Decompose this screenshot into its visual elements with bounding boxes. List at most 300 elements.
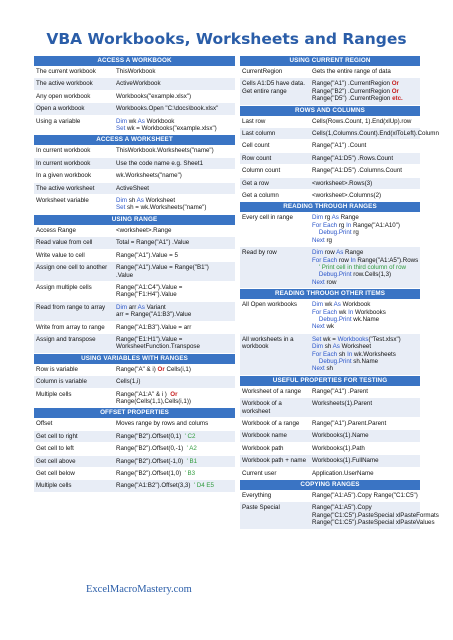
code-token: Use the code name e.g. Sheet1 bbox=[116, 159, 204, 167]
code-token: Dim bbox=[312, 214, 323, 222]
section-access-a-workbook bbox=[34, 56, 235, 135]
code-line bbox=[312, 309, 418, 316]
code-token: wk = bbox=[321, 335, 338, 343]
table-row bbox=[240, 334, 420, 376]
code-token: Range("A1").Parent.Parent bbox=[312, 420, 387, 427]
code-line bbox=[312, 432, 418, 439]
row-label: Get a row bbox=[242, 179, 269, 187]
code-line bbox=[116, 118, 233, 125]
row-code bbox=[114, 334, 235, 353]
code-line bbox=[312, 192, 418, 199]
section-reading-through-other-items bbox=[240, 289, 420, 376]
code-token: As bbox=[136, 197, 144, 205]
code-line bbox=[312, 180, 418, 187]
section-reading-through-ranges bbox=[240, 202, 420, 289]
row-label: Get cell to right bbox=[36, 432, 78, 440]
code-token: Set bbox=[116, 204, 126, 212]
code-token: Workbooks(1).Path bbox=[312, 444, 365, 452]
code-line bbox=[116, 470, 233, 477]
code-line bbox=[116, 445, 233, 452]
table-row bbox=[34, 431, 235, 443]
footer-link[interactable]: ExcelMacroMastery.com bbox=[86, 584, 192, 595]
row-code bbox=[310, 153, 420, 164]
row-code bbox=[114, 103, 235, 114]
table-row bbox=[34, 145, 235, 157]
code-line bbox=[312, 155, 418, 162]
row-code bbox=[310, 502, 441, 528]
table-row bbox=[34, 158, 235, 170]
row-code bbox=[114, 225, 235, 236]
code-token: As bbox=[333, 301, 341, 309]
row-code bbox=[114, 66, 235, 77]
code-token: Or bbox=[157, 365, 165, 373]
code-token: rg bbox=[351, 229, 359, 237]
row-label: Worksheet variable bbox=[36, 197, 89, 205]
row-label: In current workbook bbox=[36, 159, 91, 167]
row-label: Workbook of a range bbox=[242, 420, 300, 427]
table-row bbox=[34, 443, 235, 455]
section-header: COPYING RANGES bbox=[240, 480, 420, 490]
code-line bbox=[312, 249, 418, 256]
table-row bbox=[240, 398, 420, 418]
table-row bbox=[34, 322, 235, 334]
code-token: wk bbox=[323, 301, 334, 309]
code-token: Range("A1") .CurrentRegion bbox=[312, 80, 392, 88]
row-code bbox=[310, 116, 420, 127]
row-code bbox=[114, 250, 235, 261]
row-label: The active workbook bbox=[36, 80, 93, 88]
code-token: Range("B2") .CurrentRegion bbox=[312, 87, 392, 95]
code-token: WorksheetFunction.Transpose bbox=[116, 343, 200, 351]
code-token: Range("A1:A5").Copy Range("C1:C5") bbox=[312, 492, 418, 500]
section-header: ACCESS A WORKSHEET bbox=[34, 135, 235, 145]
code-token: Workbooks bbox=[337, 335, 369, 343]
row-label: Get a column bbox=[242, 192, 279, 200]
row-label: Read value from cell bbox=[36, 239, 93, 247]
code-token: Range(Cells(1,1),Cells(i,1)) bbox=[116, 397, 191, 405]
table-row bbox=[240, 386, 420, 398]
code-token: As bbox=[331, 214, 339, 222]
row-code bbox=[114, 91, 235, 102]
code-token: rg bbox=[324, 236, 332, 244]
code-token: Next bbox=[312, 236, 325, 244]
code-token: row.Cells(1,3) bbox=[351, 271, 392, 279]
row-code bbox=[310, 190, 420, 201]
table-row bbox=[34, 302, 235, 322]
code-line bbox=[312, 400, 418, 407]
code-line bbox=[312, 492, 418, 499]
code-token: Range("A1:A10") bbox=[351, 221, 400, 229]
row-code bbox=[114, 183, 235, 194]
code-token: Range bbox=[338, 214, 359, 222]
code-token: Dim bbox=[312, 343, 323, 351]
code-line bbox=[312, 519, 439, 526]
code-token: ' D4 E5 bbox=[193, 482, 214, 490]
code-token: row bbox=[337, 256, 351, 264]
code-line bbox=[312, 420, 418, 427]
code-token: Next bbox=[312, 278, 325, 286]
code-token: Range("A1:D5") .Columns.Count bbox=[312, 167, 403, 175]
code-token: For Each bbox=[312, 308, 338, 316]
row-label: Offset bbox=[36, 420, 53, 428]
code-token: sh bbox=[337, 350, 348, 358]
code-token: Dim bbox=[312, 301, 323, 309]
code-token: ' C2 bbox=[184, 432, 196, 440]
code-token: ' B3 bbox=[184, 470, 196, 477]
code-line bbox=[312, 343, 418, 350]
code-token: Cells(Rows.Count, 1).End(xlUp).row bbox=[312, 117, 412, 125]
code-line bbox=[116, 147, 233, 154]
table-row bbox=[34, 262, 235, 282]
row-label: Workbook name bbox=[242, 432, 287, 440]
code-token: Range("A1:B3").Value = arr bbox=[116, 323, 192, 331]
section-offset-properties bbox=[34, 408, 235, 492]
code-token: wk.Worksheets bbox=[352, 350, 396, 358]
code-token: Worksheets(1).Parent bbox=[312, 400, 373, 408]
code-token: Total = Range("A1") .Value bbox=[116, 239, 190, 247]
code-token: As bbox=[137, 117, 145, 125]
row-label: Assign multiple cells bbox=[36, 283, 92, 291]
row-label: Get cell to left bbox=[36, 445, 74, 453]
row-code bbox=[310, 443, 420, 454]
code-line bbox=[312, 470, 418, 477]
row-code bbox=[310, 165, 420, 176]
code-line bbox=[312, 336, 418, 343]
table-row bbox=[34, 78, 235, 90]
code-token: In bbox=[347, 350, 353, 358]
table-row bbox=[240, 116, 420, 128]
code-line bbox=[312, 68, 418, 75]
table-row bbox=[34, 116, 235, 136]
row-code bbox=[114, 468, 235, 479]
code-token: Workbook bbox=[144, 117, 175, 125]
code-token: Range("A1:C4").Value = bbox=[116, 283, 183, 291]
code-token: wk = Workbooks("example.xlsx") bbox=[125, 125, 217, 133]
code-line bbox=[116, 343, 233, 350]
code-token: Moves range by rows and colums bbox=[116, 420, 209, 428]
code-token: Range("D5") .CurrentRegion bbox=[312, 95, 393, 103]
code-line bbox=[312, 271, 418, 278]
row-label: Cell count bbox=[242, 142, 270, 150]
code-token: Range("B2").Offset(0,1) bbox=[116, 432, 185, 440]
table-row bbox=[240, 78, 420, 105]
code-line bbox=[312, 504, 439, 511]
code-token: row bbox=[323, 249, 337, 257]
code-token: .Value bbox=[116, 271, 134, 279]
code-token: Range("A1").Value = Range("B1") bbox=[116, 264, 209, 272]
row-code bbox=[114, 302, 235, 321]
code-line bbox=[116, 68, 233, 75]
code-token: Range("E1:H1").Value = bbox=[116, 335, 183, 343]
code-token: Debug.Print bbox=[312, 271, 352, 279]
row-code bbox=[114, 480, 235, 491]
table-row bbox=[240, 490, 420, 502]
row-label: Multiple cells bbox=[36, 482, 72, 490]
code-token: Cells(1,Columns.Count).End(xlToLeft).Column bbox=[312, 130, 439, 138]
code-line bbox=[116, 458, 233, 465]
row-code bbox=[114, 145, 235, 156]
row-code bbox=[310, 247, 420, 288]
row-code bbox=[114, 364, 235, 375]
code-line bbox=[312, 323, 418, 330]
code-line bbox=[312, 118, 418, 125]
code-token: For Each bbox=[312, 350, 338, 358]
table-row bbox=[240, 66, 420, 78]
row-label: Column count bbox=[242, 167, 281, 175]
section-rows bbox=[240, 386, 420, 480]
code-line bbox=[116, 433, 233, 440]
row-label: Read from range to array bbox=[36, 303, 106, 311]
code-line bbox=[312, 351, 418, 358]
row-code bbox=[310, 299, 420, 333]
code-token: Next bbox=[312, 323, 325, 331]
code-token: Range("A1:D5") .Rows.Count bbox=[312, 154, 394, 162]
row-code bbox=[310, 490, 420, 501]
row-code bbox=[114, 322, 235, 333]
code-token: Dim bbox=[116, 303, 127, 311]
code-line bbox=[312, 142, 418, 149]
code-token: Range("A1:A5").Copy bbox=[312, 504, 372, 512]
code-line bbox=[312, 388, 418, 395]
row-code bbox=[114, 158, 235, 169]
section-rows bbox=[34, 225, 235, 354]
code-line bbox=[116, 420, 233, 427]
code-token: sh bbox=[127, 197, 137, 205]
code-line bbox=[312, 167, 418, 174]
row-label: Everything bbox=[242, 492, 272, 500]
row-label: Worksheet of a range bbox=[242, 387, 302, 395]
code-token: Next bbox=[312, 365, 325, 373]
code-token: Or bbox=[170, 390, 178, 398]
section-using-variables-with-ranges bbox=[34, 354, 235, 409]
row-code bbox=[310, 334, 420, 375]
code-line bbox=[312, 214, 418, 221]
row-label: Any open workbook bbox=[36, 92, 91, 100]
table-row bbox=[34, 364, 235, 376]
table-row bbox=[240, 165, 420, 177]
table-row bbox=[240, 153, 420, 165]
code-token: Cells(1,i) bbox=[116, 378, 141, 386]
code-token: ' A2 bbox=[186, 445, 197, 453]
code-token: ActiveSheet bbox=[116, 184, 150, 192]
code-token: Cells(i,1) bbox=[164, 365, 191, 373]
row-code bbox=[310, 140, 420, 151]
row-label: In current workbook bbox=[36, 147, 91, 155]
section-header: READING THROUGH OTHER ITEMS bbox=[240, 289, 420, 299]
code-line bbox=[312, 264, 418, 271]
code-line bbox=[116, 227, 233, 234]
row-code bbox=[114, 262, 235, 281]
code-line bbox=[312, 365, 418, 372]
code-line bbox=[312, 457, 418, 464]
code-token: Workbooks.Open "C:\docs\book.xlsx" bbox=[116, 105, 219, 113]
section-header: ROWS AND COLUMNS bbox=[240, 106, 420, 116]
code-token: Range("A1:A5").Rows bbox=[355, 256, 419, 264]
code-token: row bbox=[324, 278, 337, 286]
page-title: VBA Workbooks, Worksheets and Ranges bbox=[46, 30, 407, 48]
code-line bbox=[116, 93, 233, 100]
row-label: Column is variable bbox=[36, 378, 87, 386]
code-token: As bbox=[332, 343, 340, 351]
code-line bbox=[312, 445, 418, 452]
table-row bbox=[240, 212, 420, 247]
row-label: Access Range bbox=[36, 226, 76, 234]
code-line bbox=[116, 482, 233, 489]
table-row bbox=[34, 334, 235, 354]
code-token: rg bbox=[323, 214, 332, 222]
section-copying-ranges bbox=[240, 480, 439, 530]
section-rows bbox=[34, 66, 235, 135]
code-token: In bbox=[348, 308, 354, 316]
row-label: Last column bbox=[242, 130, 276, 138]
code-token: rg bbox=[337, 221, 347, 229]
code-line bbox=[116, 284, 233, 291]
table-row bbox=[240, 430, 420, 442]
table-row bbox=[34, 282, 235, 302]
row-code bbox=[114, 237, 235, 248]
code-token: Gets the entire range of data bbox=[312, 68, 391, 75]
code-token: Debug.Print bbox=[312, 357, 352, 365]
code-token: wk.Worksheets("name") bbox=[116, 172, 182, 180]
code-token: Range("C1:C5").PasteSpecial xlPasteFormats bbox=[312, 511, 439, 519]
code-line bbox=[312, 229, 418, 236]
table-row bbox=[240, 502, 439, 529]
code-token: Set bbox=[312, 335, 322, 343]
code-token: Range("A1:A" & i ) bbox=[116, 390, 171, 398]
code-line bbox=[116, 398, 233, 405]
row-code bbox=[114, 418, 235, 429]
section-rows bbox=[34, 145, 235, 214]
row-code bbox=[310, 455, 420, 466]
code-token: In bbox=[346, 221, 352, 229]
section-using-current-region bbox=[240, 56, 420, 106]
code-line bbox=[312, 316, 418, 323]
code-line bbox=[312, 88, 418, 95]
row-code bbox=[114, 443, 235, 454]
section-rows bbox=[240, 66, 420, 106]
code-token: As bbox=[137, 303, 145, 311]
table-row bbox=[240, 299, 420, 334]
code-token: Application.UserName bbox=[312, 469, 374, 477]
table-row bbox=[34, 183, 235, 195]
code-token: Debug.Print bbox=[312, 229, 352, 237]
code-token: sh bbox=[323, 343, 333, 351]
table-row bbox=[34, 389, 235, 409]
row-label: Row is variable bbox=[36, 365, 78, 373]
code-token: Workbooks(1).FullName bbox=[312, 457, 379, 465]
code-line bbox=[116, 80, 233, 87]
code-line bbox=[116, 160, 233, 167]
row-code bbox=[310, 418, 420, 429]
code-line bbox=[312, 279, 418, 286]
row-label: Write from array to range bbox=[36, 323, 105, 331]
row-code bbox=[114, 376, 235, 387]
table-row bbox=[34, 376, 235, 388]
code-token: ' Print cell in third column of row bbox=[312, 263, 407, 271]
table-row bbox=[240, 455, 420, 467]
left-column bbox=[34, 56, 235, 493]
section-header: OFFSET PROPERTIES bbox=[34, 408, 235, 418]
code-token: arr = Range("A1:B3").Value bbox=[116, 311, 192, 319]
code-token: wk bbox=[127, 117, 138, 125]
table-row bbox=[240, 443, 420, 455]
code-line bbox=[312, 237, 418, 244]
code-line bbox=[116, 252, 233, 259]
code-token: For Each bbox=[312, 221, 338, 229]
table-row bbox=[34, 468, 235, 480]
code-token: Range("A1:B2").Offset(3,3) bbox=[116, 482, 194, 490]
code-line bbox=[116, 125, 233, 132]
row-label: Cells A1:D5 have data. Get entire range bbox=[242, 80, 305, 95]
section-rows bbox=[34, 364, 235, 409]
row-code bbox=[310, 178, 420, 189]
code-token: sh bbox=[324, 365, 333, 373]
section-rows bbox=[240, 212, 420, 289]
row-label: All Open workbooks bbox=[242, 301, 298, 309]
code-line bbox=[116, 197, 233, 204]
code-token: <worksheet>.Rows(3) bbox=[312, 179, 373, 187]
code-token: Debug.Print bbox=[312, 315, 352, 323]
code-line bbox=[312, 95, 418, 102]
row-code bbox=[114, 195, 235, 214]
section-using-range bbox=[34, 215, 235, 354]
code-line bbox=[116, 366, 233, 373]
code-line bbox=[116, 204, 233, 211]
code-token: Variant bbox=[144, 303, 166, 311]
table-row bbox=[34, 66, 235, 78]
row-label: Every cell in range bbox=[242, 214, 293, 222]
row-label: Multiple cells bbox=[36, 390, 72, 398]
row-label: Paste Special bbox=[242, 504, 280, 512]
code-token: sh = wk.Worksheets("name") bbox=[125, 204, 207, 212]
row-label: Get cell above bbox=[36, 457, 76, 465]
row-label: In a given workbook bbox=[36, 172, 92, 180]
row-code bbox=[310, 430, 420, 441]
row-label: Assign and transpose bbox=[36, 335, 96, 343]
row-label: Row count bbox=[242, 154, 272, 162]
table-row bbox=[240, 128, 439, 140]
section-header: USING VARIABLES WITH RANGES bbox=[34, 354, 235, 364]
row-label: The current workbook bbox=[36, 68, 96, 75]
code-token: Or bbox=[391, 80, 399, 88]
row-code bbox=[310, 386, 420, 397]
row-code bbox=[114, 456, 235, 467]
code-line bbox=[312, 257, 418, 264]
code-token: Range("C1:C5").PasteSpecial xlPasteValues bbox=[312, 519, 435, 527]
code-line bbox=[312, 512, 439, 519]
row-label: Open a workbook bbox=[36, 105, 85, 113]
table-row bbox=[240, 247, 420, 289]
table-row bbox=[240, 140, 420, 152]
table-row bbox=[34, 250, 235, 262]
code-line bbox=[116, 272, 233, 279]
code-token: As bbox=[336, 249, 344, 257]
row-code bbox=[114, 78, 235, 89]
section-header: USING CURRENT REGION bbox=[240, 56, 420, 66]
code-line bbox=[116, 378, 233, 385]
code-token: wk.Name bbox=[351, 315, 380, 323]
code-token: Set bbox=[116, 125, 126, 133]
row-code bbox=[114, 170, 235, 181]
code-line bbox=[116, 336, 233, 343]
code-token: ActiveWorkbook bbox=[116, 80, 161, 88]
row-code bbox=[114, 116, 235, 135]
code-token: Range("B2").Offset(0,-1) bbox=[116, 445, 187, 453]
row-label: Read by row bbox=[242, 249, 277, 257]
code-token: ("Test.xlsx") bbox=[368, 335, 401, 343]
code-token: Range("A1") .Parent bbox=[312, 387, 368, 395]
code-token: wk bbox=[324, 323, 335, 331]
